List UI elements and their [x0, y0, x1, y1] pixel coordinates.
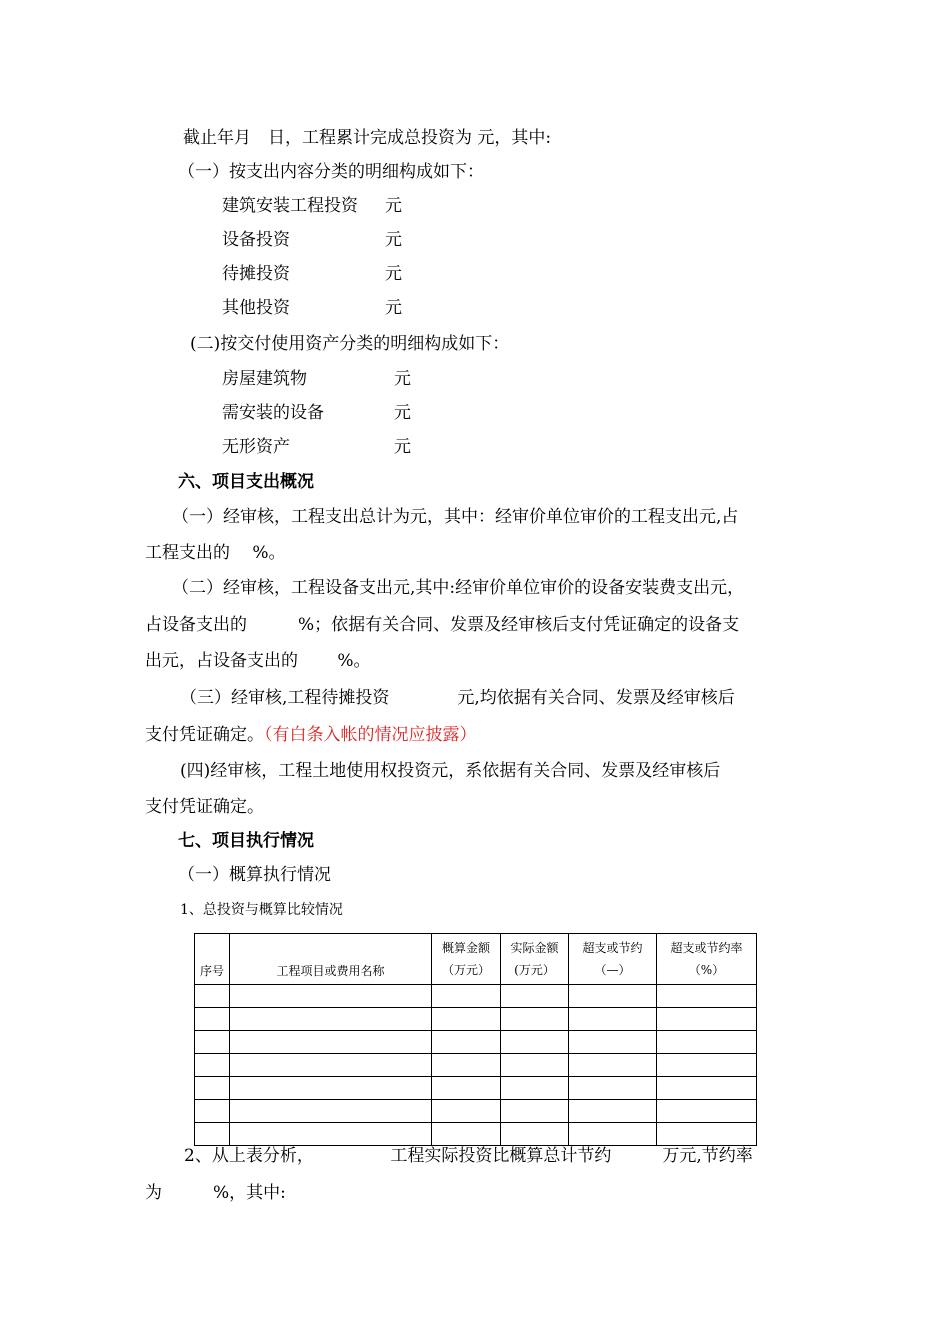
sub1-item-unit: 元 — [385, 230, 402, 250]
section6-heading: 六、项目支出概况 — [178, 472, 314, 492]
section6-p2-line1: （二）经审核，工程设备支出元,其中:经审价单位审价的设备安装费支出元， — [172, 578, 745, 598]
table-row — [195, 1100, 757, 1123]
sub1-item-name: 待摊投资 — [222, 264, 290, 284]
sub2-item-unit: 元 — [394, 437, 411, 457]
sub2-item-name: 需安装的设备 — [222, 403, 324, 423]
table-row — [195, 1077, 757, 1100]
sub2-item-name: 房屋建筑物 — [222, 369, 307, 389]
analysis-line2: 为 %，其中: — [145, 1183, 286, 1203]
header-cell-budget: 概算金额 （万元） — [432, 934, 501, 985]
sub2-item-unit: 元 — [394, 403, 411, 423]
section7-sub1: （一）概算执行情况 — [178, 865, 331, 885]
section6-p3-line2 — [145, 725, 477, 745]
comparison-table — [194, 933, 757, 1146]
table-row — [195, 1123, 757, 1146]
intro-line: 截止年月 日，工程累计完成总投资为 元，其中: — [183, 128, 552, 148]
table-title: 1、总投资与概算比较情况 — [180, 902, 343, 918]
header-cell-index: 序号 — [195, 934, 230, 985]
section6-p4-line2: 支付凭证确定。 — [145, 797, 264, 817]
analysis-line1: 2、从上表分析， 工程实际投资比概算总计节约 万元,节约率 — [184, 1146, 753, 1166]
sub1-item-unit: 元 — [385, 264, 402, 284]
header-cell-actual: 实际金额 (万元） — [501, 934, 569, 985]
sub1-item-name: 设备投资 — [222, 230, 290, 250]
table-row — [195, 1054, 757, 1077]
table-row — [195, 1008, 757, 1031]
section6-p2-line3: 出元，占设备支出的 %。 — [145, 651, 371, 671]
header-cell-variance: 超支或节约 （—） — [569, 934, 657, 985]
sub2-title: (二)按交付使用资产分类的明细构成如下： — [190, 334, 510, 354]
header-cell-name: 工程项目或费用名称 — [230, 934, 432, 985]
sub1-item-unit: 元 — [385, 298, 402, 318]
table-header-row — [195, 934, 757, 985]
table-row — [195, 985, 757, 1008]
sub2-item-name: 无形资产 — [222, 437, 290, 457]
section7-heading: 七、项目执行情况 — [178, 831, 314, 851]
disclosure-note: （有白条入帐的情况应披露） — [264, 725, 477, 745]
section6-p3-line1: （三）经审核,工程待摊投资 元,均依据有关合同、发票及经审核后 — [180, 688, 735, 708]
section6-p1-line2: 工程支出的 %。 — [145, 543, 286, 563]
sub1-item-name: 其他投资 — [222, 298, 290, 318]
table-row — [195, 1031, 757, 1054]
section6-p3-text: 支付凭证确定。 — [145, 725, 264, 745]
section6-p2-line2: 占设备支出的 %；依据有关合同、发票及经审核后支付凭证确定的设备支 — [145, 615, 740, 635]
section6-p4-line1: (四)经审核，工程土地使用权投资元，系依据有关合同、发票及经审核后 — [180, 761, 721, 781]
sub1-title: （一）按支出内容分类的明细构成如下： — [178, 162, 484, 182]
header-cell-variance-rate: 超支或节约率 （%） — [657, 934, 757, 985]
sub1-item-name: 建筑安装工程投资 — [222, 196, 358, 216]
section6-p1-line1: （一）经审核，工程支出总计为元，其中：经审价单位审价的工程支出元,占 — [172, 507, 739, 527]
sub2-item-unit: 元 — [394, 369, 411, 389]
sub1-item-unit: 元 — [385, 196, 402, 216]
